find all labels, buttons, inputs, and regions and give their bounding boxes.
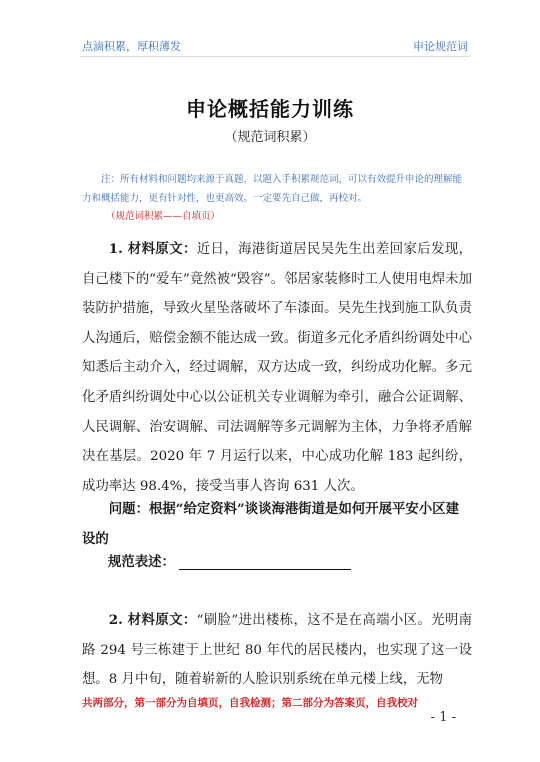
header-left-text: 点滴积累，厚积薄发 [82, 40, 181, 53]
material-label-1: 1. 材料原文： [108, 241, 197, 257]
material-paragraph-1 [82, 235, 472, 501]
instruction-note: 注：所有材料和问题均来源于真题，以题入手积累规范词，可以有效提升申论的理解能力和概括能力，更有针对性，也更高效。一定要先自己做，再校对。 [82, 174, 463, 204]
page-subtitle: （规范词积累） [224, 130, 316, 145]
header-right-text: 申论规范词 [413, 40, 468, 53]
material-text-2: “刷脸”进出楼栋，这不是在高端小区。光明南路 294 号三栋建于上世纪 80 年代的居民楼内，也实现了这一设想。8 月中旬，随着崭新的人脸识别系统在单元楼上线，无物 [82, 613, 473, 688]
header-divider [80, 56, 470, 57]
answer-row-1 [108, 551, 351, 570]
answer-blank-1[interactable] [179, 553, 351, 570]
material-paragraph-2 [82, 606, 472, 695]
page-title: 申论概括能力训练 [186, 97, 354, 121]
page-number: - 1 - [430, 710, 456, 725]
answer-label-1: 规范表述： [108, 554, 175, 570]
material-text-1: 近日，海港街道居民吴先生出差回家后发现，自己楼下的“爱车”竟然被“毁容”。邻居家装修时工人使用电焊未加装防护措施，导致火星坠落破坏了车漆面。吴先生找到施工队负责人沟通后，赔偿金额不能达成一致。街道多元化矛盾纠纷调处中心知悉后主动介入，经过调解，双方达成一致，纠纷成功化解。多元化矛盾纠纷调处中心以公证机关专业调解为牵引，融合公证调解、人民调解、治安调解、司法调解等多元调解为主体，力争将矛盾解决在基层。2020 年 7 月运行以来，中心成功化解 183 起纠纷，成功率达 98.4%，接受当事人咨询 631 人次。 [82, 242, 473, 494]
question-1: 问题：根据“给定资料”谈谈海港街道是如何开展平安小区建设的 [82, 501, 459, 547]
self-fill-label: （规范词积累——自填页） [106, 211, 221, 222]
footer-note: 共两部分，第一部分为自填页，自我检测；第二部分为答案页，自我校对 [82, 697, 418, 709]
material-label-2: 2. 材料原文： [108, 612, 197, 628]
